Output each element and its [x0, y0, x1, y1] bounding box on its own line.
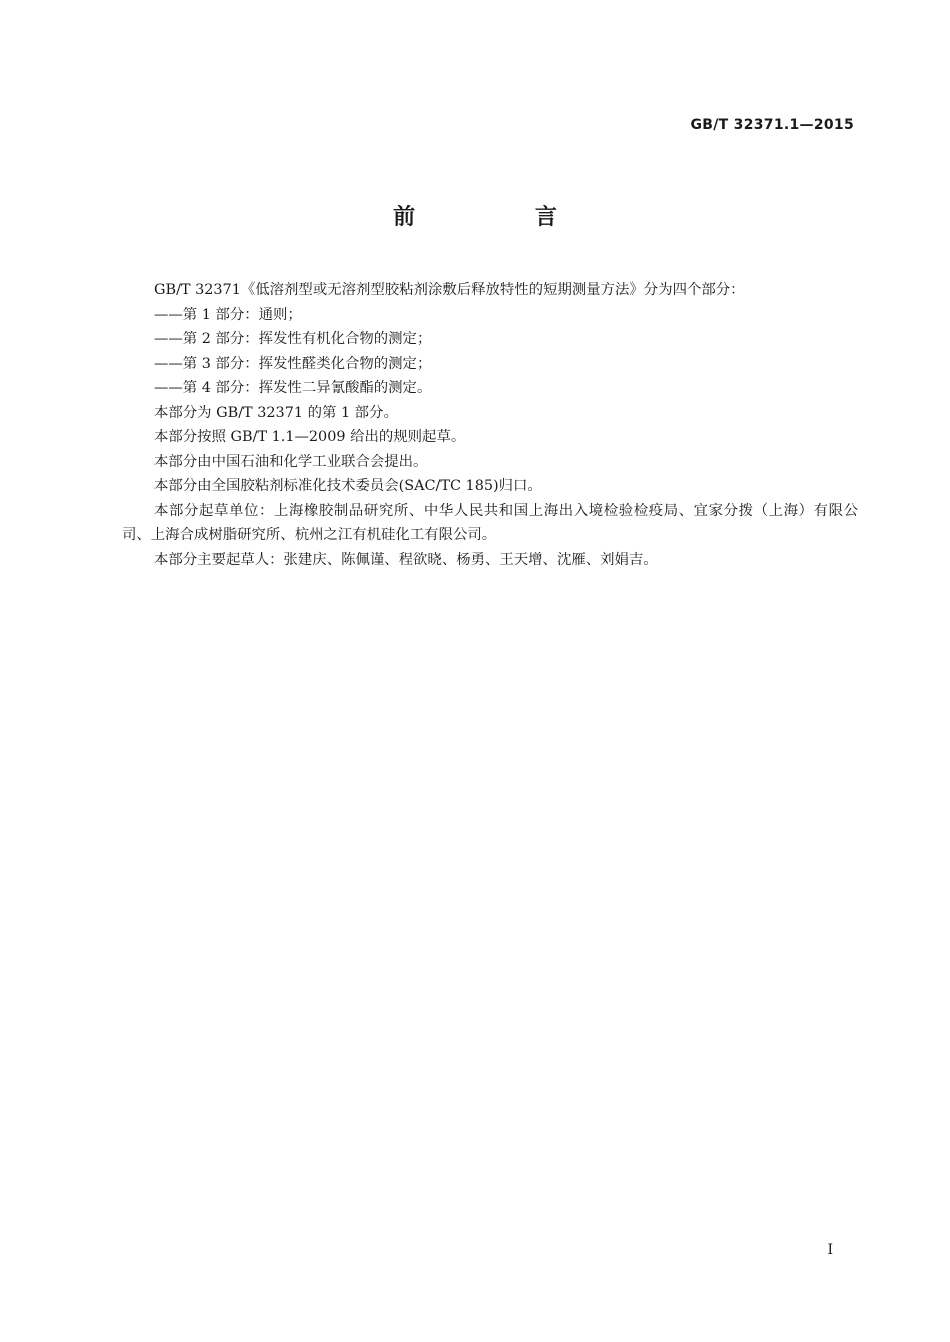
main-drafters-paragraph: 本部分主要起草人：张建庆、陈佩谨、程欲晓、杨勇、王天增、沈雁、刘娟吉。: [154, 551, 658, 568]
drafting-units-paragraph: 本部分起草单位：上海橡胶制品研究所、中华人民共和国上海出入境检验检疫局、宜家分拨（上海）有限公司、上海合成树脂研究所、杭州之江有机硅化工有限公司。: [122, 502, 858, 543]
drafting-rules-paragraph: 本部分按照 GB/T 1.1—2009 给出的规则起草。: [154, 429, 466, 445]
intro-paragraph: GB/T 32371《低溶剂型或无溶剂型胶粘剂涂敷后释放特性的短期测量方法》分为四个部分：: [154, 282, 745, 298]
part-list-item-4: ——第 4 部分：挥发性二异氰酸酯的测定。: [154, 380, 432, 396]
part-list-item-2: ——第 2 部分：挥发性有机化合物的测定；: [154, 331, 432, 347]
proposed-by-paragraph: 本部分由中国石油和化学工业联合会提出。: [154, 453, 428, 470]
foreword-body: [122, 278, 858, 572]
standard-code: GB/T 32371.1—2015: [690, 117, 854, 133]
page-title: 前 言: [393, 205, 613, 230]
part-list-item-3: ——第 3 部分：挥发性醛类化合物的测定；: [154, 355, 432, 372]
jurisdiction-paragraph: 本部分由全国胶粘剂标准化技术委员会(SAC/TC 185)归口。: [154, 478, 542, 494]
this-part-paragraph: 本部分为 GB/T 32371 的第 1 部分。: [154, 404, 398, 421]
page-number: I: [827, 1242, 833, 1258]
part-list-item-1: ——第 1 部分：通则；: [154, 306, 302, 323]
